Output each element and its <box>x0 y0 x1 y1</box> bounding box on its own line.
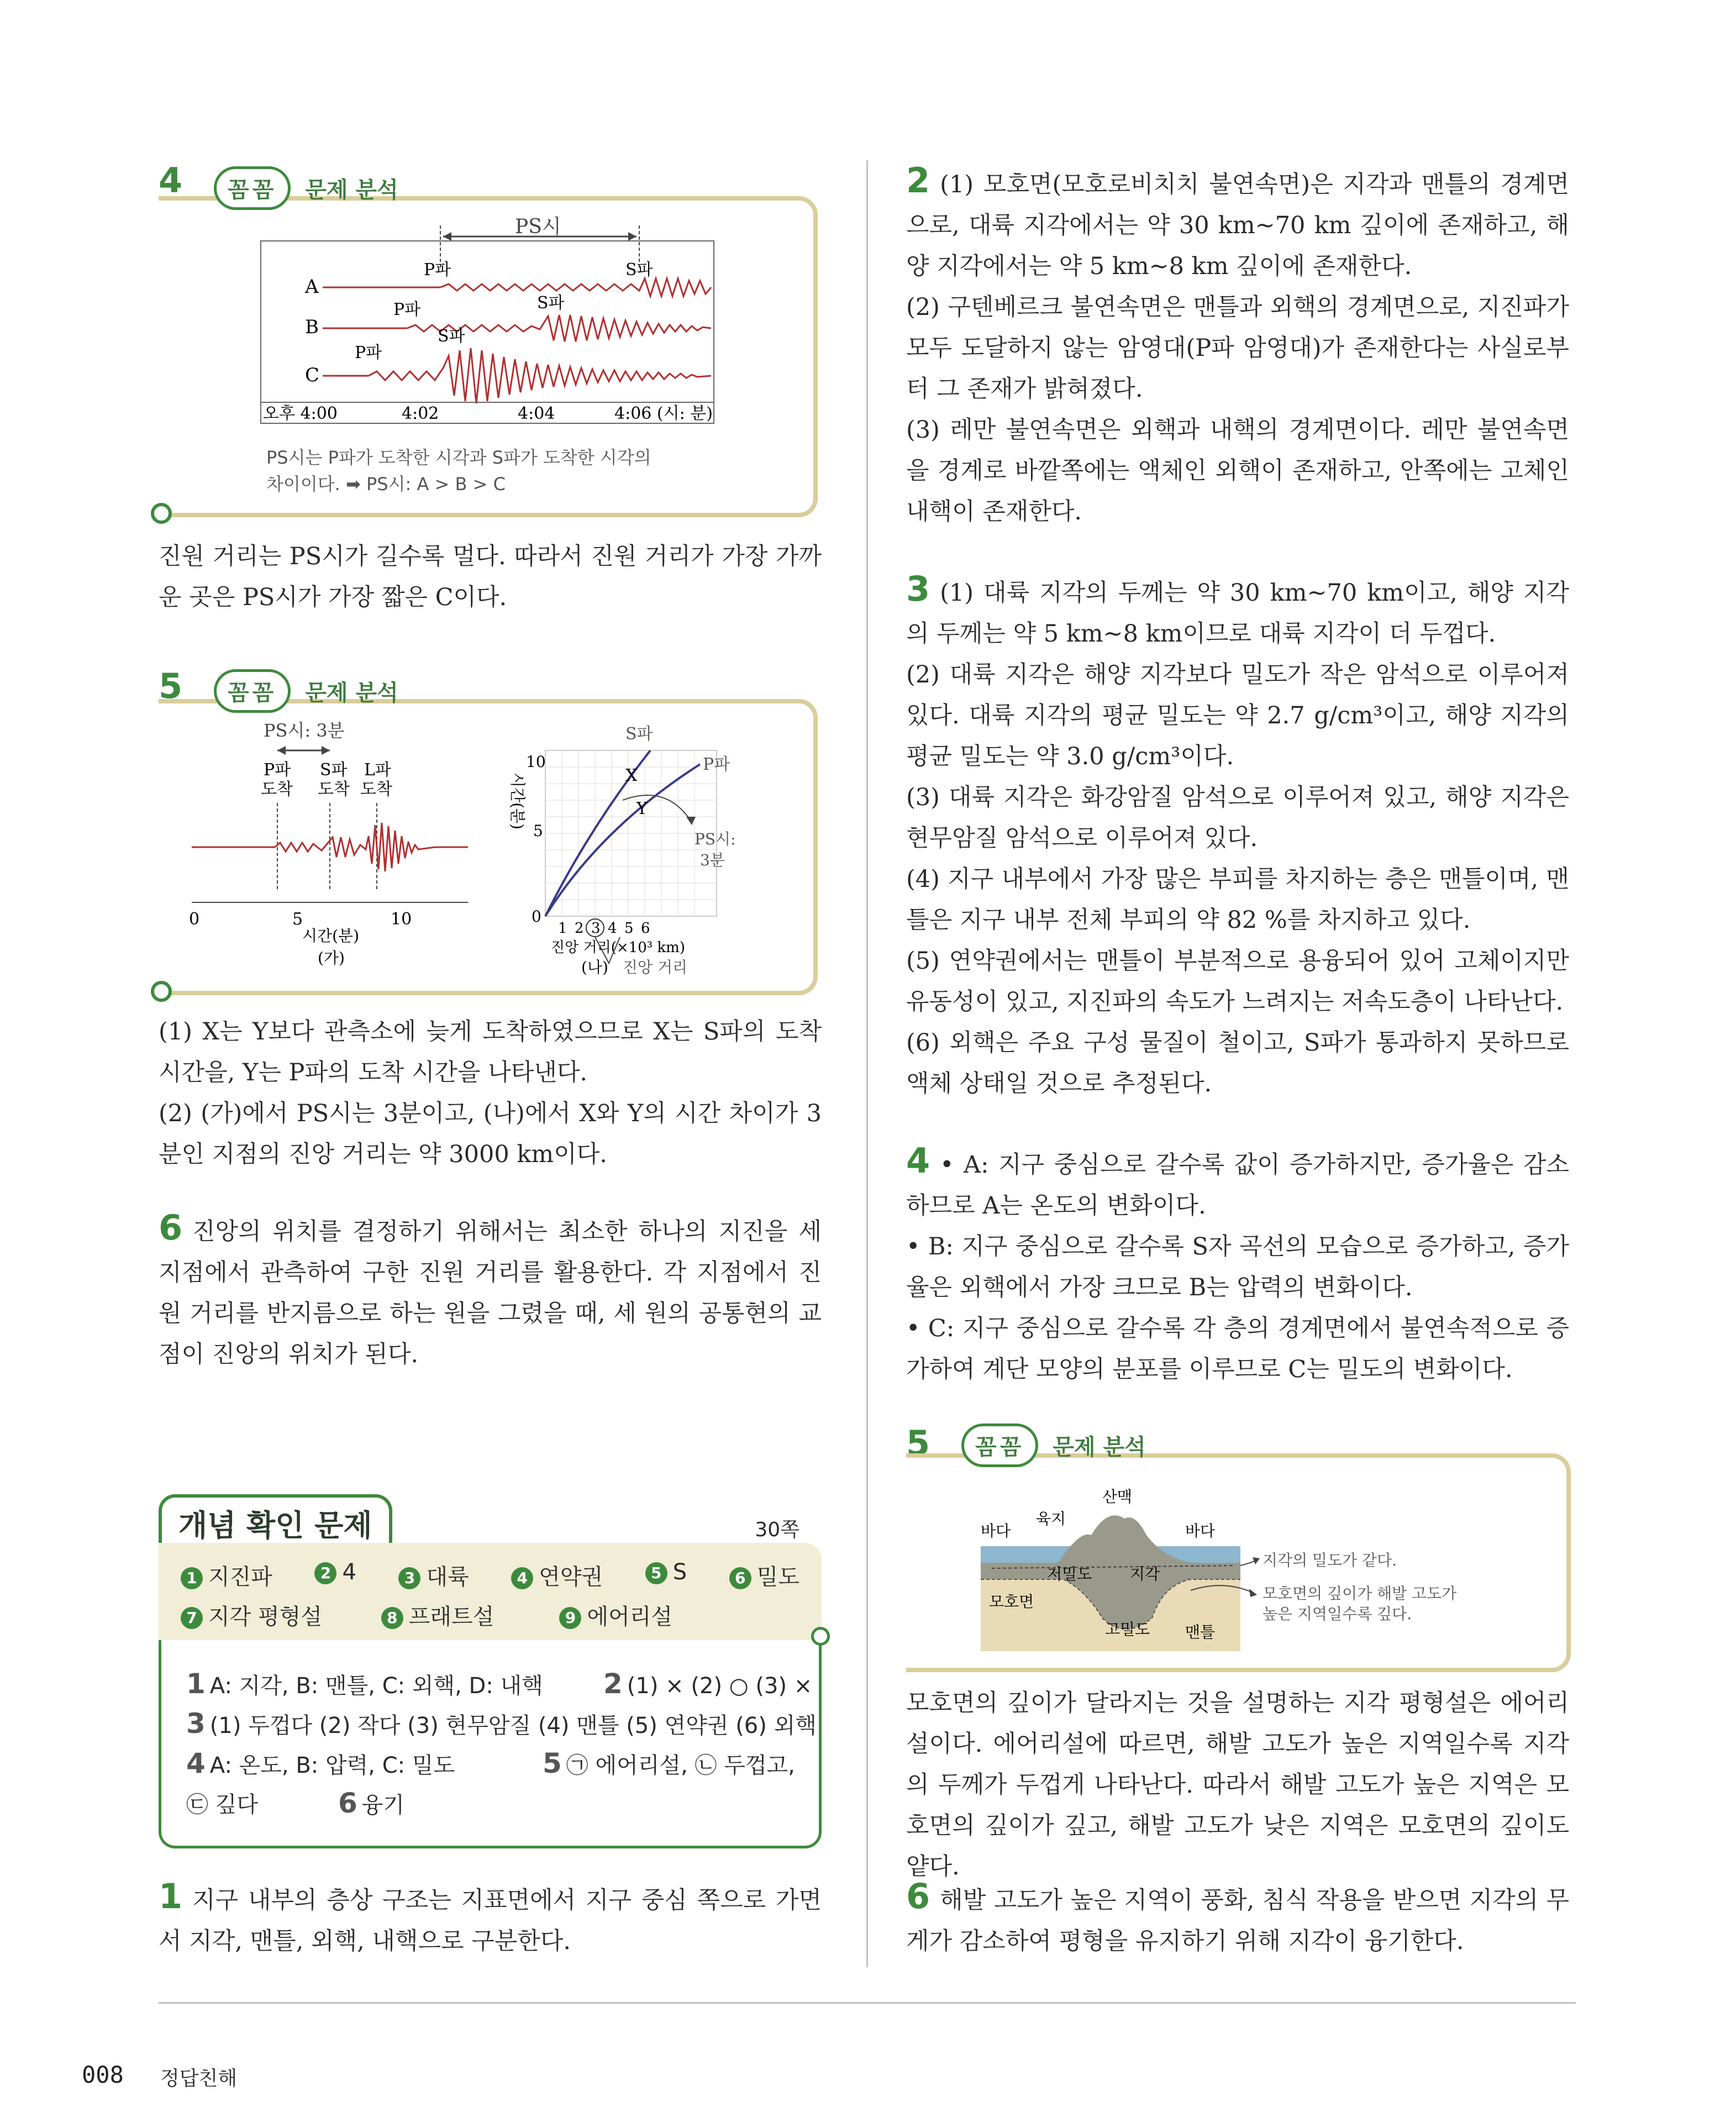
yt-0: 0 <box>532 907 541 926</box>
fig-caption-2: 차이이다. ➡ PS시: A > B > C <box>266 474 506 495</box>
note-2b: 높은 지역일수록 깊다. <box>1262 1605 1412 1623</box>
q6-num: 6 <box>159 1207 183 1248</box>
r-q4-1 <box>906 1141 1569 1226</box>
r-q4-3: • C: 지구 중심으로 갈수록 각 층의 경계면에서 불연속적으로 증가하여 계단 모양의 분포를 이루므로 C는 밀도의 변화이다. <box>906 1315 1569 1383</box>
p-curve: P파 <box>703 755 730 774</box>
ps2: 3분 <box>700 851 725 869</box>
mantle: 맨틀 <box>1185 1623 1216 1641</box>
left-q5-number: 5 <box>159 666 183 706</box>
cb-line-6: ㉢ 깊다 <box>186 1792 258 1818</box>
r-q6-num: 6 <box>906 1876 930 1916</box>
ans-4: 4 연약권 <box>511 1559 603 1591</box>
r-q6-text: 해발 고도가 높은 지역이 풍화, 침식 작용을 받으면 지각의 무게가 감소하여 평형을 유지하기 위해 지각이 융기한다. <box>906 1887 1569 1955</box>
b-s-label: S파 <box>537 293 565 313</box>
r-q2-3: (3) 레만 불연속면은 외핵과 내핵의 경계면이다. 레만 불연속면을 경계로 바깥쪽에는 액체인 외핵이 존재하고, 안쪽에는 고체인 내핵이 존재한다. <box>906 416 1569 526</box>
tag-pill: 꼼꼼 <box>214 669 291 713</box>
crust: 지각 <box>1130 1565 1160 1583</box>
r-q3-3: (3) 대륙 지각은 화강암질 암석으로 이루어져 있고, 해양 지각은 현무암질 암석으로 이루어져 있다. <box>906 784 1569 852</box>
ans-7: 7 지각 평형설 <box>181 1599 374 1631</box>
column-divider <box>866 160 868 1967</box>
r-q3-4: (4) 지구 내부에서 가장 많은 부피를 차지하는 층은 맨틀이며, 맨틀은 지구 내부 전체 부피의 약 82 %를 차지하고 있다. <box>906 865 1569 934</box>
ans-8: 8 프래트설 <box>381 1599 553 1631</box>
s-arr: 도착 <box>318 780 350 799</box>
tag-title: 문제 분석 <box>1053 1435 1146 1460</box>
ps-3min: PS시: 3분 <box>264 720 345 741</box>
ans-9: 9 에어리설 <box>559 1604 672 1630</box>
tick-1: 4:02 <box>402 404 439 423</box>
ps-label: PS시 <box>515 216 561 238</box>
r-q3-l1: (1) 대륙 지각의 두께는 약 30 km~70 km이고, 해양 지각의 두께는 약 5 km~8 km이므로 대륙 지각이 더 두껍다. <box>906 579 1569 648</box>
concept-body <box>159 1640 822 1848</box>
b-p-label: P파 <box>393 300 421 319</box>
ans-5: 5 S <box>645 1559 687 1591</box>
tick-0: 오후 4:00 <box>263 404 338 423</box>
xlabel: 시간(분) <box>302 927 359 945</box>
xt5: 5 <box>624 920 634 937</box>
q5-line-2: (2) (가)에서 PS시는 3분이고, (나)에서 X와 Y의 시간 차이가 3분인 지점의 진앙 거리는 약 3000 km이다. <box>159 1100 822 1168</box>
analysis-box-q4 <box>159 177 818 517</box>
ps-time-seismogram <box>261 216 747 447</box>
ans-3: 3 대륙 <box>398 1559 469 1591</box>
travel-time-curve-na <box>501 717 788 977</box>
tag-pill: 꼼꼼 <box>961 1424 1038 1467</box>
tag-title: 문제 분석 <box>305 680 398 706</box>
right-q5-text: 모호면의 깊이가 달라지는 것을 설명하는 지각 평형설은 에어리설이다. 에어리설에 따르면, 해발 고도가 높은 지역일수록 지각의 두께가 두껍게 나타난다. 따라서 해발 고도가 높은 지역은 모호면의 깊이가 깊고, 해발 고도가 낮은 지역은 모호면의 깊이도 얕다. <box>906 1689 1569 1881</box>
r-q2-1 <box>906 160 1569 287</box>
ps1: PS시: <box>695 830 736 848</box>
note-1: 지각의 밀도가 같다. <box>1262 1551 1397 1569</box>
high-density: 고밀도 <box>1105 1620 1150 1638</box>
page-number: 008 <box>82 2061 124 2088</box>
cb-line-3: 3 (1) 두껍다 (2) 작다 (3) 현무암질 (4) 맨틀 (5) 연약권 (6) 외핵 <box>186 1708 817 1740</box>
s-label: S파 <box>320 760 348 780</box>
tick-3: 4:06 (시: 분) <box>614 404 713 423</box>
mountain: 산맥 <box>1102 1488 1133 1506</box>
low-density: 저밀도 <box>1047 1565 1092 1583</box>
sea2: 바다 <box>1185 1522 1216 1540</box>
cap-b: (나) <box>581 958 608 976</box>
xt2: 2 <box>575 920 584 937</box>
c-p-label: P파 <box>355 343 382 363</box>
analysis-box-r-q5 <box>906 1435 1571 1672</box>
tick-2: 4:04 <box>518 404 555 423</box>
r-q4-2: • B: 지구 중심으로 갈수록 S자 곡선의 모습으로 증가하고, 증가율은 외핵에서 가장 크므로 B는 압력의 변화이다. <box>906 1233 1569 1301</box>
r-q2-l1: (1) 모호면(모호로비치치 불연속면)은 지각과 맨틀의 경계면으로, 대륙 지각에서는 약 30 km~70 km 깊이에 존재하고, 해양 지각에서는 약 5 km~8 km 깊이에 존재한다. <box>906 171 1569 280</box>
box-dot <box>151 981 172 1002</box>
concept-page-ref: 30쪽 <box>755 1519 799 1541</box>
s-curve: S파 <box>625 724 653 744</box>
xt-10: 10 <box>391 910 412 929</box>
q6-text: 진앙의 위치를 결정하기 위해서는 최소한 하나의 지진을 세 지점에서 관측하여 구한 진원 거리를 활용한다. 각 지점에서 진원 거리를 반지름으로 하는 원을 그렸을 때, 세 원의 공통현의 교점이 진앙의 위치가 된다. <box>159 1218 822 1368</box>
yt-5: 5 <box>533 822 543 840</box>
r-q3-2: (2) 대륙 지각은 해양 지각보다 밀도가 작은 암석으로 이루어져 있다. 대륙 지각의 평균 밀도는 약 2.7 g/cm³이고, 해양 지각의 평균 밀도는 약 3.0 g/cm³이다. <box>906 661 1569 770</box>
q1-text: 지구 내부의 층상 구조는 지표면에서 지구 중심 쪽으로 가면서 지각, 맨틀, 외핵, 내핵으로 구분한다. <box>159 1887 822 1955</box>
cb-line-5: 5 ㉠ 에어리설, ㉡ 두껍고, <box>543 1747 795 1779</box>
fig-caption-1: PS시는 P파가 도착한 시각과 S파가 도착한 시각의 <box>266 447 651 468</box>
r-q3-1 <box>906 569 1569 654</box>
xt3: 3 <box>591 920 601 937</box>
extra: 진앙 거리 <box>623 958 688 976</box>
xt-0: 0 <box>189 910 200 929</box>
ans-6: 6 밀도 <box>729 1559 799 1591</box>
xlabel-b: 진앙 거리(×10³ km) <box>551 939 685 956</box>
cb-line-2: 2 (1) × (2) ○ (3) × <box>603 1668 813 1700</box>
right-q6 <box>906 1876 1569 1962</box>
ans-1: 1 지진파 <box>181 1559 272 1591</box>
note-2a: 모호면의 깊이가 해발 고도가 <box>1262 1584 1457 1603</box>
cap: (가) <box>318 949 345 967</box>
r-q3-5: (5) 연약권에서는 맨틀이 부분적으로 용융되어 있어 고체이지만 유동성이 있고, 지진파의 속도가 느려지는 저속도층이 나타난다. <box>906 947 1569 1016</box>
r-q4-l1: • A: 지구 중심으로 갈수록 값이 증가하지만, 증가율은 감소하므로 A는 온도의 변화이다. <box>906 1151 1569 1220</box>
cb-line-7: 6 융기 <box>338 1787 405 1819</box>
sea1: 바다 <box>981 1522 1011 1540</box>
l-label: L파 <box>364 760 391 780</box>
r-q3-num: 3 <box>906 569 930 609</box>
q1-num: 1 <box>159 1876 183 1916</box>
tag-pill: 꼼꼼 <box>214 166 291 210</box>
left-q6 <box>159 1207 822 1375</box>
xt-5: 5 <box>292 910 303 929</box>
moho: 모호면 <box>989 1593 1034 1611</box>
x-mark: X <box>625 766 638 785</box>
a-s-label: S파 <box>625 260 653 280</box>
concept-check-header <box>159 1494 822 1550</box>
seismogram-ga <box>189 720 479 969</box>
yt-10: 10 <box>526 753 546 771</box>
q5-line-1: (1) X는 Y보다 관측소에 늦게 도착하였으므로 X는 S파의 도착 시간을, Y는 P파의 도착 시간을 나타낸다. <box>159 1018 822 1086</box>
a-p-label: P파 <box>424 260 451 280</box>
right-column <box>906 160 1569 1390</box>
p-label: P파 <box>264 760 291 780</box>
r-q2-num: 2 <box>906 160 930 201</box>
footer-label: 정답친해 <box>160 2067 238 2090</box>
cb-line-1: 1 A: 지각, B: 맨틀, C: 외핵, D: 내핵 <box>186 1668 543 1700</box>
left-q1 <box>159 1876 822 1962</box>
xt1: 1 <box>558 920 567 937</box>
land: 육지 <box>1036 1510 1066 1528</box>
xt4: 4 <box>608 920 617 937</box>
airy-isostasy-diagram <box>981 1474 1522 1651</box>
ylabel: 시간(분) <box>508 773 527 829</box>
r-q3-6: (6) 외핵은 주요 구성 물질이 철이고, S파가 통과하지 못하므로 액체 상태일 것으로 추정된다. <box>906 1029 1569 1097</box>
p-arr: 도착 <box>261 780 293 799</box>
footer-rule <box>159 2002 1576 2004</box>
row-c: C <box>305 364 320 386</box>
r-q2-2: (2) 구텐베르크 불연속면은 맨틀과 외핵의 경계면으로, 지진파가 모두 도달하지 않는 암영대(P파 암영대)가 존재한다는 사실로부터 그 존재가 밝혀졌다. <box>906 293 1569 403</box>
row-a: A <box>305 276 319 298</box>
row-b: B <box>305 316 319 338</box>
concept-answers-band <box>159 1543 822 1640</box>
y-mark: Y <box>636 799 648 818</box>
analysis-box-q5 <box>159 680 818 995</box>
l-arr: 도착 <box>360 780 392 799</box>
cb-line-4: 4 A: 온도, B: 압력, C: 밀도 <box>186 1747 455 1779</box>
box-dot <box>811 1627 830 1646</box>
box-dot <box>151 503 172 524</box>
ans-2: 2 4 <box>314 1559 356 1591</box>
left-q4-number: 4 <box>159 160 183 201</box>
xt6: 6 <box>641 920 650 937</box>
right-q5-number: 5 <box>906 1423 930 1463</box>
c-s-label: S파 <box>438 327 465 346</box>
tag-title: 문제 분석 <box>305 177 398 203</box>
left-q4-text: 진원 거리는 PS시가 길수록 멀다. 따라서 진원 거리가 가장 가까운 곳은 PS시가 가장 짧은 C이다. <box>159 543 822 611</box>
concept-title: 개념 확인 문제 <box>159 1494 392 1549</box>
r-q4-num: 4 <box>906 1141 930 1181</box>
